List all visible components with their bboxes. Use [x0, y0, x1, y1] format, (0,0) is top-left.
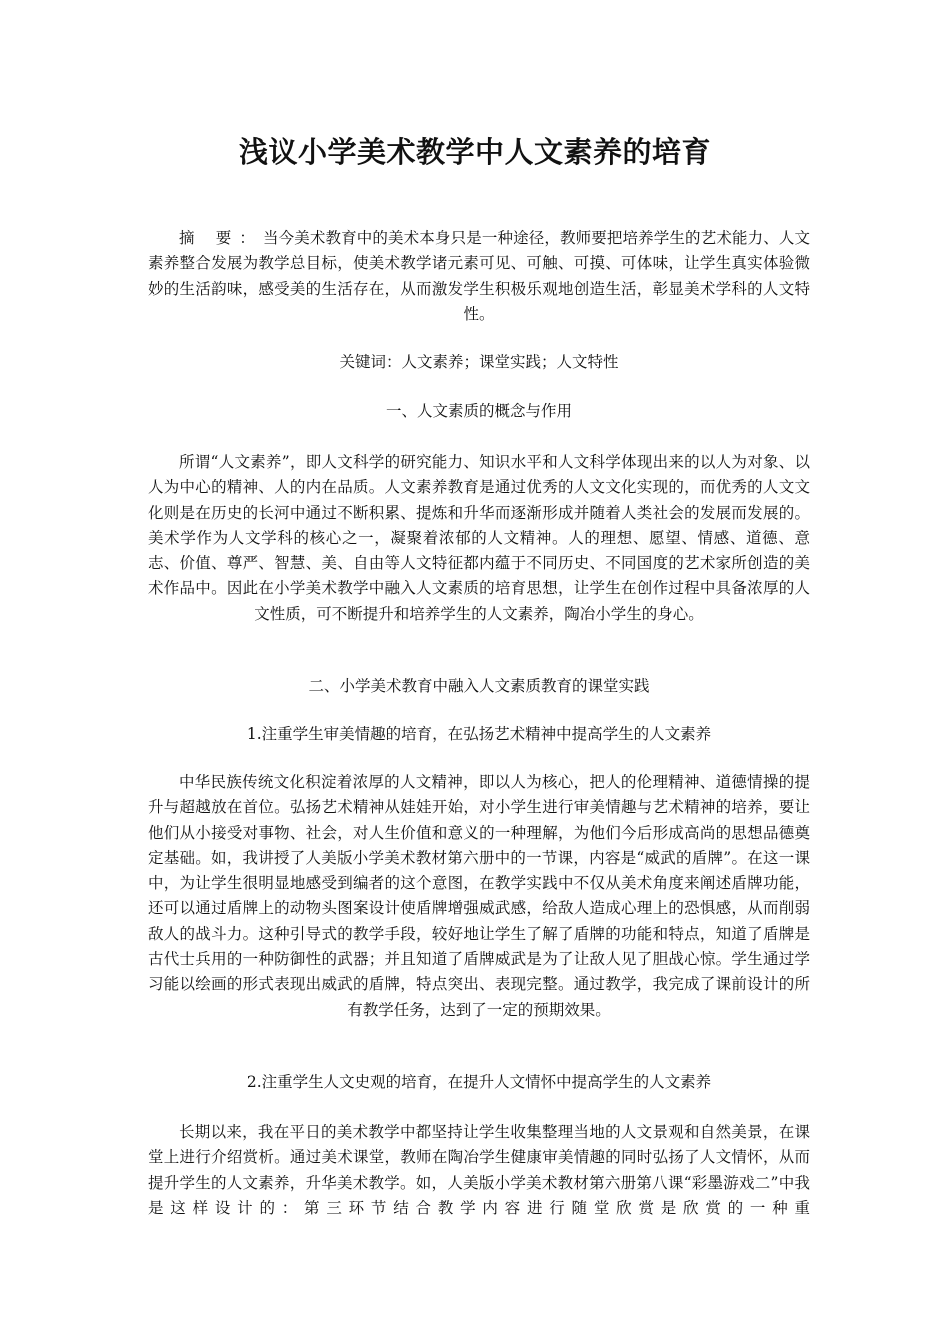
subsection-2-2-paragraph: 长期以来，我在平日的美术教学中都坚持让学生收集整理当地的人文景观和自然美景，在课堂上进行介绍赏析。通过美术课堂，教师在陶冶学生健康审美情趣的同时弘扬了人文情怀，从而提升学生的人文素养，升华美术教学。如，人美版小学美术教材第六册第八课“彩墨游戏二”中我是这样设计的：第三环节结合教学内容进行随堂欣赏是欣赏的一种重 [148, 1123, 810, 1217]
abstract-text: 当今美术教育中的美术本身只是一种途径，教师要把培养学生的艺术能力、人文素养整合发展为教学总目标，使美术教学诸元素可见、可触、可摸、可体味，让学生真实体验微妙的生活韵味，感受美的生活存在，从而激发学生积极乐观地创造生活，彰显美术学科的人文特性。 [148, 229, 810, 323]
abstract-label: 摘 要： [179, 229, 263, 247]
subsection-2-1-heading: 1.注重学生审美情趣的培育，在弘扬艺术精神中提高学生的人文素养 [246, 725, 712, 743]
subsection-2-1-paragraph: 中华民族传统文化积淀着浓厚的人文精神，即以人为核心，把人的伦理精神、道德情操的提升与超越放在首位。弘扬艺术精神从娃娃开始，对小学生进行审美情趣与艺术精神的培养，要让他们从小接受对事物、社会，对人生价值和意义的一种理解，为他们今后形成高尚的思想品德奠定基础。如，我讲授了人美版小学美术教材第六册中的一节课，内容是“威武的盾牌”。在这一课中，为让学生很明显地感受到编者的这个意图，在教学实践中不仅从美术角度来阐述盾牌功能，还可以通过盾牌上的动物头图案设计使盾牌增强威武感，给敌人造成心理上的恐惧感，从而削弱敌人的战斗力。这种引导式的教学手段，较好地让学生了解了盾牌的功能和特点，知道了盾牌是古代士兵用的一种防御性的武器；并且知道了盾牌威武是为了让敌人见了胆战心惊。学生通过学习能以绘画的形式表现出威武的盾牌，特点突出、表现完整。通过教学，我完成了课前设计的所有教学任务，达到了一定的预期效果。 [148, 773, 810, 1019]
section-1-paragraph: 所谓“人文素养”，即人文科学的研究能力、知识水平和人文科学体现出来的以人为对象、以人为中心的精神、人的内在品质。人文素养教育是通过优秀的人文文化实现的，而优秀的人文文化则是在历史的长河中通过不断积累、提炼和升华而逐渐形成并随着人类社会的发展而发展的。美术学作为人文学科的核心之一，凝聚着浓郁的人文精神。人的理想、愿望、情感、道德、意志、价值、尊严、智慧、美、自由等人文特征都内蕴于不同历史、不同国度的艺术家所创造的美术作品中。因此在小学美术教学中融入人文素质的培育思想，让学生在创作过程中具备浓厚的人文性质，可不断提升和培养学生的人文素养，陶冶小学生的身心。 [148, 453, 810, 623]
subsection-2-2-heading: 2.注重学生人文史观的培育，在提升人文情怀中提高学生的人文素养 [246, 1073, 712, 1091]
section-1-heading: 一、人文素质的概念与作用 [385, 402, 572, 420]
section-2-heading: 二、小学美术教育中融入人文素质教育的课堂实践 [308, 677, 650, 695]
abstract-paragraph [148, 226, 810, 327]
document-title: 浅议小学美术教学中人文素养的培育 [238, 135, 711, 169]
keywords-line: 关键词：人文素养；课堂实践；人文特性 [339, 353, 619, 371]
